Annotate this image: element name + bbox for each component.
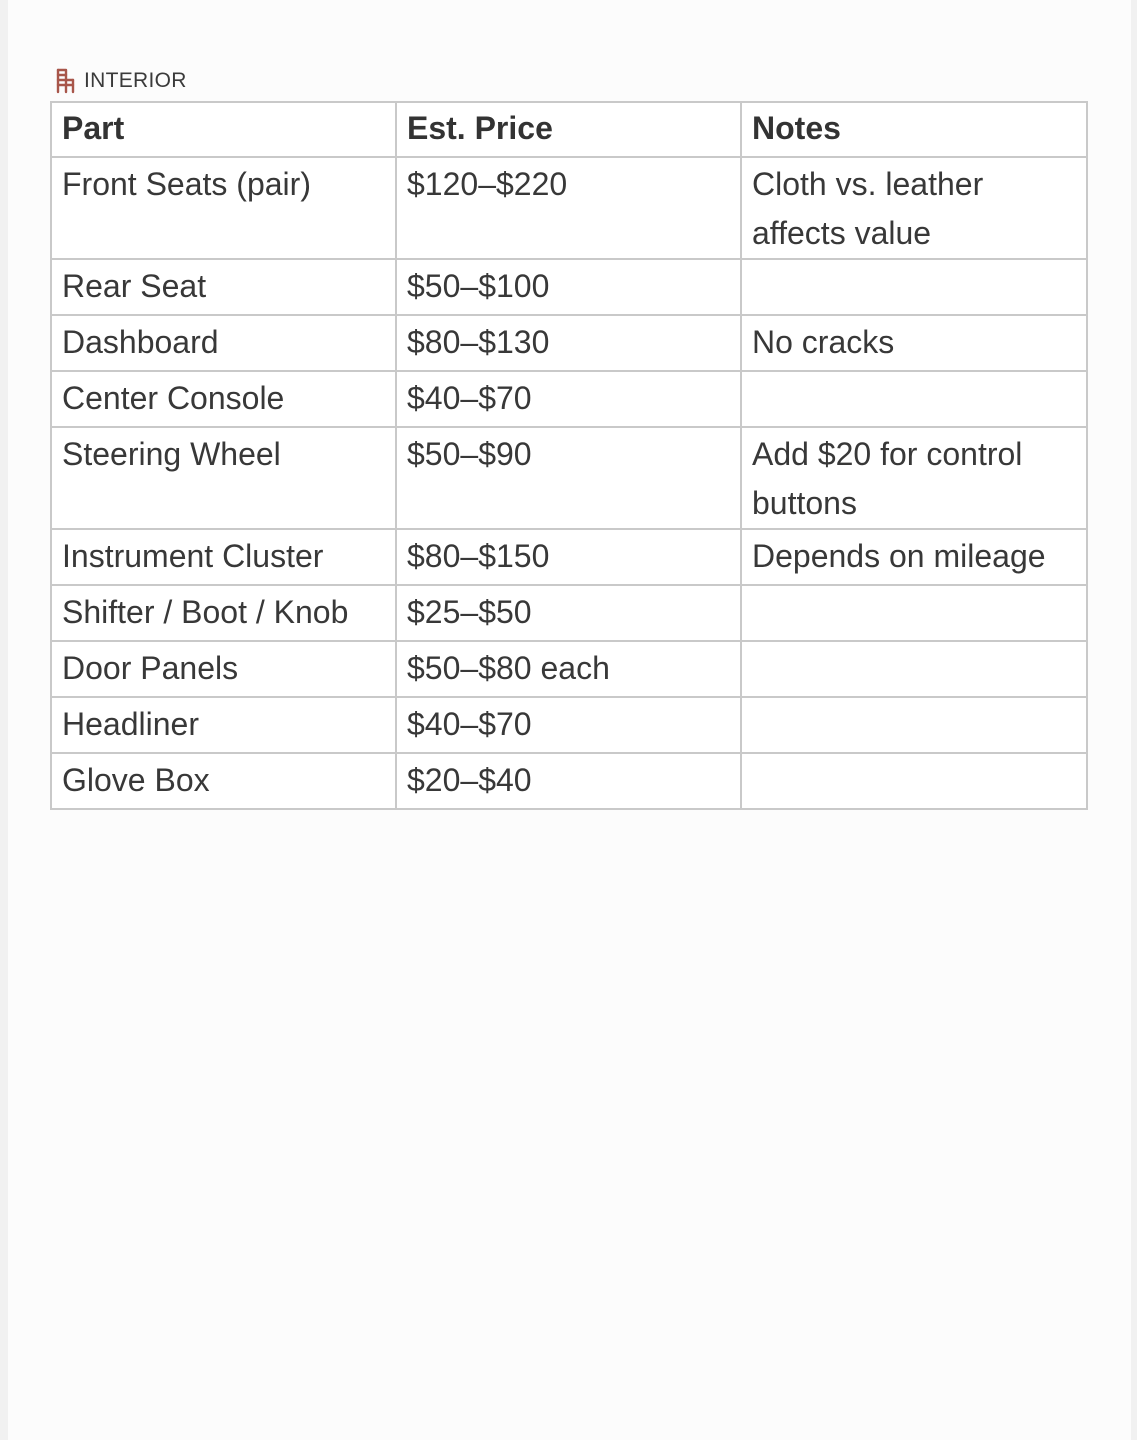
column-header-price: Est. Price <box>396 102 741 157</box>
table-row <box>51 529 1087 585</box>
notes-cell: Cloth vs. leather affects value <box>741 157 1087 259</box>
part-cell: Dashboard <box>51 315 396 371</box>
notes-cell <box>741 641 1087 697</box>
price-cell: $20–$40 <box>396 753 741 809</box>
column-header-part: Part <box>51 102 396 157</box>
notes-cell: Depends on mileage <box>741 529 1087 585</box>
table-row <box>51 157 1087 259</box>
part-cell: Steering Wheel <box>51 427 396 529</box>
table-row <box>51 315 1087 371</box>
section-heading <box>54 66 187 96</box>
part-cell: Glove Box <box>51 753 396 809</box>
notes-cell <box>741 371 1087 427</box>
table-header-row <box>51 102 1087 157</box>
part-cell: Headliner <box>51 697 396 753</box>
price-cell: $50–$90 <box>396 427 741 529</box>
price-cell: $80–$130 <box>396 315 741 371</box>
price-cell: $120–$220 <box>396 157 741 259</box>
notes-cell: No cracks <box>741 315 1087 371</box>
price-cell: $40–$70 <box>396 371 741 427</box>
notes-cell <box>741 259 1087 315</box>
notes-cell <box>741 585 1087 641</box>
table-row <box>51 427 1087 529</box>
part-cell: Shifter / Boot / Knob <box>51 585 396 641</box>
part-cell: Door Panels <box>51 641 396 697</box>
part-cell: Instrument Cluster <box>51 529 396 585</box>
price-cell: $50–$80 each <box>396 641 741 697</box>
price-cell: $25–$50 <box>396 585 741 641</box>
section-title: INTERIOR <box>84 69 187 92</box>
notes-cell: Add $20 for control buttons <box>741 427 1087 529</box>
part-cell: Rear Seat <box>51 259 396 315</box>
notes-cell <box>741 697 1087 753</box>
table-row <box>51 371 1087 427</box>
column-header-notes: Notes <box>741 102 1087 157</box>
table-row <box>51 753 1087 809</box>
price-cell: $80–$150 <box>396 529 741 585</box>
parts-price-table <box>50 101 1088 810</box>
notes-cell <box>741 753 1087 809</box>
table-row <box>51 585 1087 641</box>
price-cell: $50–$100 <box>396 259 741 315</box>
price-cell: $40–$70 <box>396 697 741 753</box>
part-cell: Front Seats (pair) <box>51 157 396 259</box>
table-row <box>51 259 1087 315</box>
table-row <box>51 697 1087 753</box>
chair-icon <box>54 68 76 94</box>
table-row <box>51 641 1087 697</box>
part-cell: Center Console <box>51 371 396 427</box>
